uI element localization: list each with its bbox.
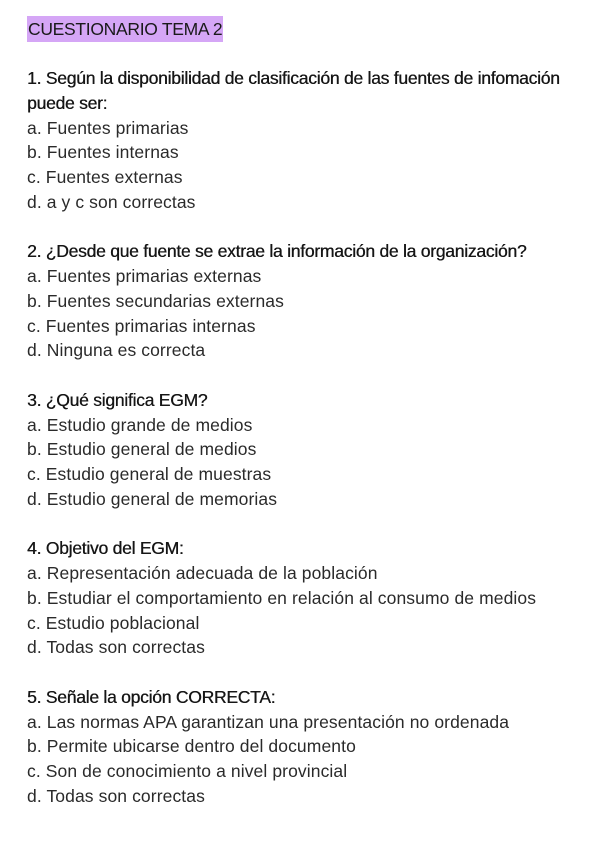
answer-option-c: c. Fuentes externas [27,167,183,188]
question-text: 2. ¿Desde que fuente se extrae la información de la organización? [27,241,527,262]
question-3 [27,388,600,512]
answer-option-c: c. Estudio general de muestras [27,464,272,485]
answer-option-d: d. Estudio general de memorias [27,488,278,509]
question-list [27,66,600,809]
answer-option-b: b. Permite ubicarse dentro del documento [27,736,356,757]
answer-option-c: c. Estudio poblacional [27,612,200,633]
answer-option-b: b. Fuentes secundarias externas [27,290,284,311]
answer-option-a: a. Fuentes primarias externas [27,266,262,287]
answer-options [27,116,600,215]
answer-option-a: a. Representación adecuada de la población [27,563,378,584]
question-5 [27,685,600,809]
answer-options [27,710,600,809]
answer-options [27,561,600,660]
answer-option-c: c. Fuentes primarias internas [27,315,256,336]
question-1 [27,66,600,215]
answer-option-d: d. Todas son correctas [27,637,205,658]
answer-options [27,264,600,363]
answer-option-a: a. Fuentes primarias [27,117,189,138]
answer-option-d: d. Ninguna es correcta [27,340,206,361]
answer-option-b: b. Estudiar el comportamiento en relación al consumo de medios [27,587,537,608]
question-4 [27,536,600,660]
document-title: CUESTIONARIO TEMA 2 [27,16,223,42]
question-2 [27,239,600,363]
question-text: 5. Señale la opción CORRECTA: [27,686,276,707]
answer-option-d: d. a y c son correctas [27,191,196,212]
answer-option-c: c. Son de conocimiento a nivel provincial [27,761,348,782]
answer-option-d: d. Todas son correctas [27,785,205,806]
answer-option-b: b. Fuentes internas [27,142,179,163]
answer-option-b: b. Estudio general de medios [27,439,257,460]
question-text: 4. Objetivo del EGM: [27,538,184,559]
answer-option-a: a. Estudio grande de medios [27,414,253,435]
answer-option-a: a. Las normas APA garantizan una presentación no ordenada [27,711,510,732]
question-text: 1. Según la disponibilidad de clasificación de las fuentes de infomación puede ser: [27,68,560,113]
answer-options [27,413,600,512]
question-text: 3. ¿Qué significa EGM? [27,389,208,410]
